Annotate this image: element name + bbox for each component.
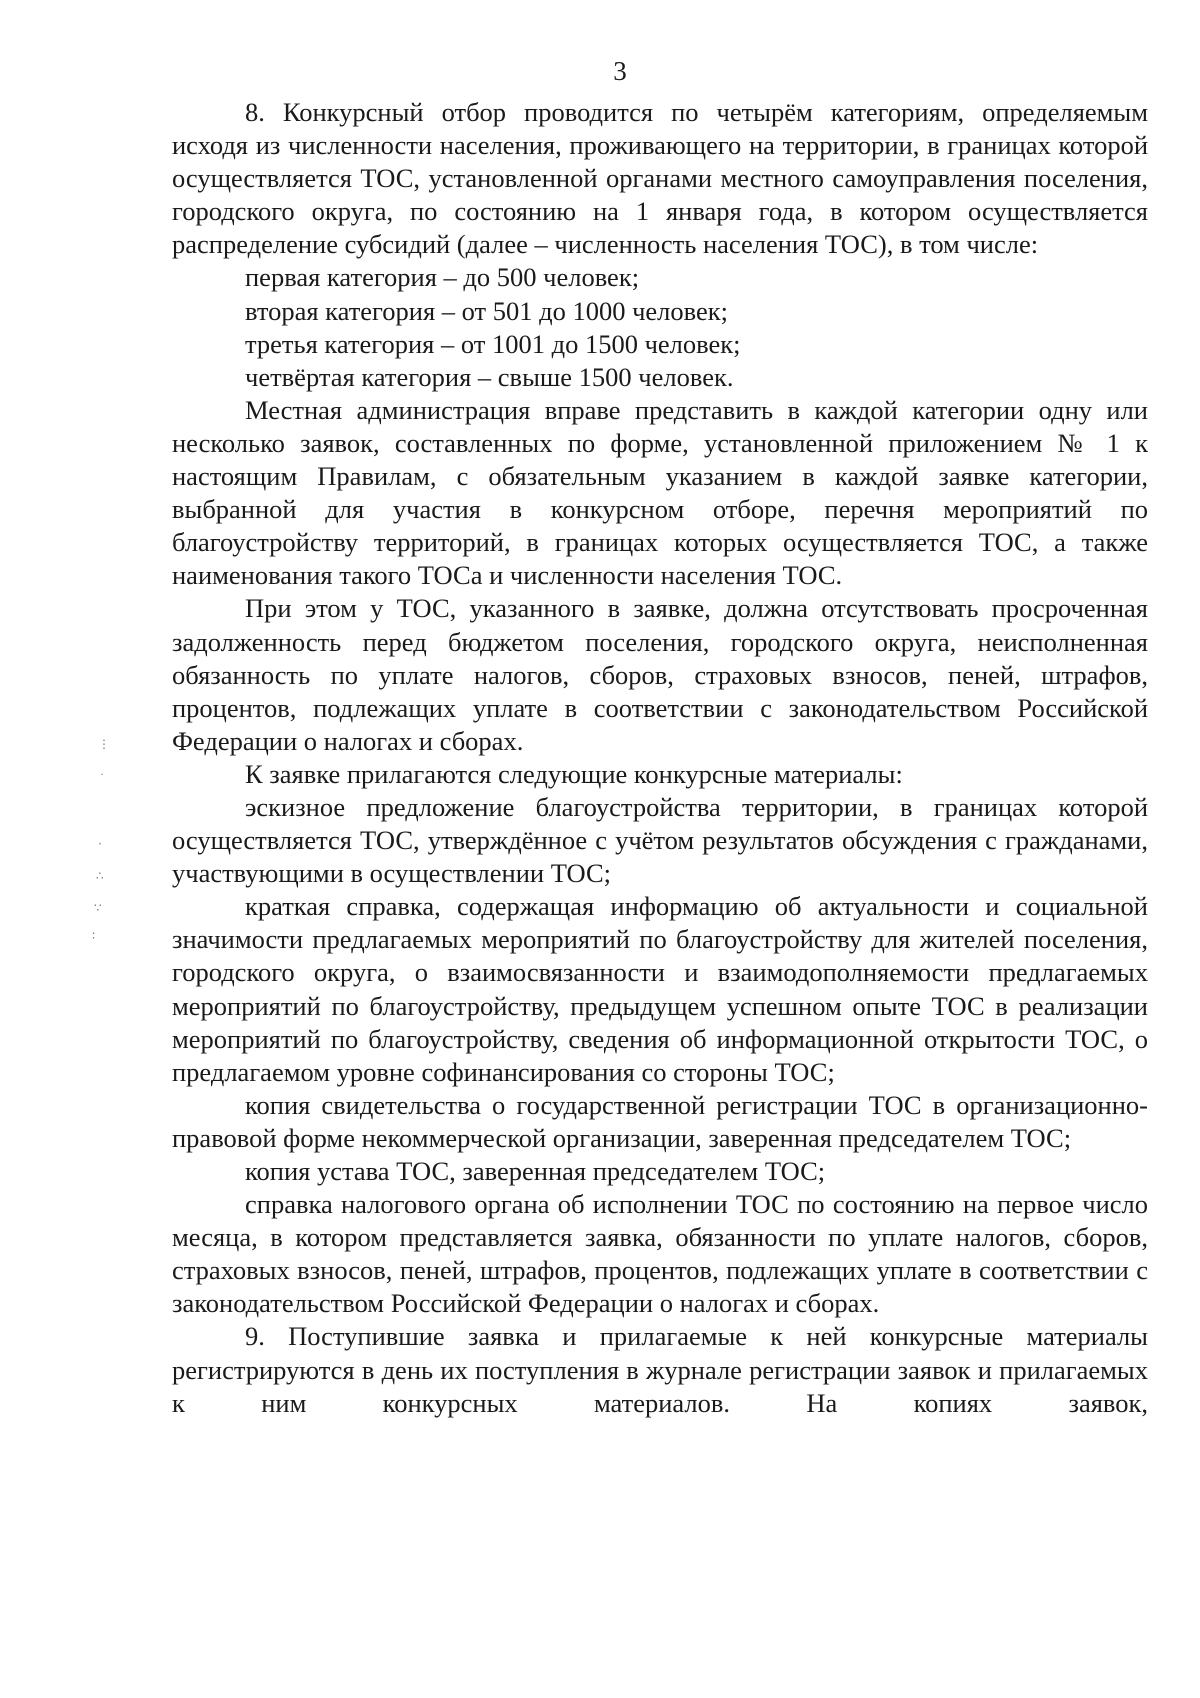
list-item-charter-copy: копия устава ТОС, заверенная председателем ТОС; <box>245 1156 826 1186</box>
paragraph-local-administration: Местная администрация вправе представить в каждой категории одну или несколько заявок, составленных по форме, установленной приложением № 1 к настоящим Правилам, с обязательным указанием в каждой заявке категории, выбранной для участия в конкурсном отборе, перечня мероприятий по благоустройству территорий, в границах которых осуществляется ТОС, а также наименования такого ТОСа и численности населения ТОС. <box>172 394 1148 591</box>
list-item-sketch-proposal: эскизное предложение благоустройства территории, в границах которой осуществляется ТОС, утверждённое с учётом результатов обсуждения с гражданами, участвующими в осуществлении ТОС; <box>172 791 1148 889</box>
paragraph-9-registration: 9. Поступившие заявка и прилагаемые к ней конкурсные материалы регистрируются в день их поступления в журнале регистрации заявок и прилагаемых к ним конкурсных материалов. На копиях заявок, <box>172 1321 1148 1418</box>
scan-artifact: ∴ <box>96 869 104 883</box>
list-item-category-4: четвёртая категория – свыше 1500 человек. <box>245 361 734 392</box>
scan-artifact: ‧ <box>98 837 102 851</box>
scan-artifact: · <box>100 767 104 781</box>
list-item-category-1: первая категория – до 500 человек; <box>245 262 640 293</box>
paragraph-debt-requirement: При этом у ТОС, указанного в заявке, должна отсутствовать просроченная задолженность перед бюджетом поселения, городского округа, неисполненная обязанность по уплате налогов, сборов, страховых взносов, пеней, штрафов, процентов, подлежащих уплате в соответствии с законодательством Российской Федерации о налогах и сборах. <box>172 593 1148 756</box>
list-item-tax-certificate: справка налогового органа об исполнении ТОС по состоянию на первое число месяца, в котором представляется заявка, обязанности по уплате налогов, сборов, страховых взносов, пеней, штрафов, процентов, подлежащих уплате в соответствии с законодательством Российской Федерации о налогах и сборах. <box>172 1189 1148 1319</box>
scan-artifact: ∵ <box>94 901 102 915</box>
list-item-category-2: вторая категория – от 501 до 1000 человек; <box>245 295 729 326</box>
document-body <box>172 96 1148 1420</box>
list-item-brief-reference: краткая справка, содержащая информацию об актуальности и социальной значимости предлагаемых мероприятий по благоустройству для жителей поселения, городского округа, о взаимосвязанности и взаимодополняемости предлагаемых мероприятий по благоустройству, предыдущем успешном опыте ТОС в реализации мероприятий по благоустройству, сведения об информационной открытости ТОС, о предлагаемом уровне софинансирования со стороны ТОС; <box>172 891 1148 1087</box>
paragraph-materials-intro: К заявке прилагаются следующие конкурсные материалы: <box>245 758 903 789</box>
list-item-registration-certificate: копия свидетельства о государственной регистрации ТОС в организационно-правовой форме некоммерческой организации, заверенная председателем ТОС; <box>172 1089 1148 1153</box>
scan-artifact: ⋮ <box>98 737 110 751</box>
paragraph-8-intro: 8. Конкурсный отбор проводится по четырём категориям, определяемым исходя из численности населения, проживающего на территории, в границах которой осуществляется ТОС, установленной органами местного самоуправления поселения, городского округа, по состоянию на 1 января года, в котором осуществляется распределение субсидий (далее – численность населения ТОС), в том числе: <box>172 97 1148 260</box>
scan-artifact: ∶ <box>92 929 96 943</box>
page-number: 3 <box>613 56 627 86</box>
list-item-category-3: третья категория – от 1001 до 1500 человек; <box>245 328 741 359</box>
